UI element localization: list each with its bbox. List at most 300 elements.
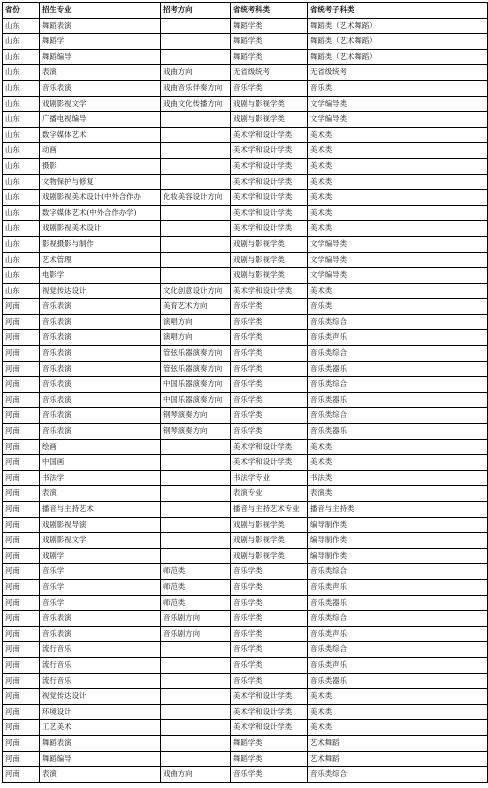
cell-exam-subcategory: 美术类 bbox=[308, 704, 488, 720]
cell-province: 山东 bbox=[3, 205, 40, 221]
cell-direction: 师范类 bbox=[161, 564, 231, 580]
cell-province: 河南 bbox=[3, 720, 40, 736]
cell-province: 山东 bbox=[3, 65, 40, 81]
cell-major: 音乐表演 bbox=[40, 424, 161, 440]
cell-exam-category: 戏剧与影视学类 bbox=[231, 96, 308, 112]
cell-exam-category: 音乐学类 bbox=[231, 346, 308, 362]
cell-direction bbox=[161, 268, 231, 284]
cell-direction: 中国乐器演奏方向 bbox=[161, 377, 231, 393]
cell-major: 戏剧学 bbox=[40, 548, 161, 564]
cell-major: 音乐表演 bbox=[40, 611, 161, 627]
cell-major: 影视摄影与制作 bbox=[40, 236, 161, 252]
table-row bbox=[3, 424, 488, 440]
cell-direction bbox=[161, 174, 231, 190]
cell-major: 音乐学 bbox=[40, 579, 161, 595]
table-row bbox=[3, 751, 488, 767]
cell-major: 戏剧影视美术设计(中外合作办 bbox=[40, 190, 161, 206]
cell-direction: 师范类 bbox=[161, 595, 231, 611]
cell-direction bbox=[161, 548, 231, 564]
cell-exam-subcategory: 美术类 bbox=[308, 143, 488, 159]
admissions-table bbox=[2, 2, 488, 783]
table-row bbox=[3, 392, 488, 408]
cell-exam-subcategory: 文学编导类 bbox=[308, 268, 488, 284]
cell-direction bbox=[161, 34, 231, 50]
cell-major: 音乐表演 bbox=[40, 392, 161, 408]
cell-exam-category: 舞蹈学类 bbox=[231, 34, 308, 50]
cell-exam-category: 戏剧与影视学类 bbox=[231, 533, 308, 549]
table-row bbox=[3, 720, 488, 736]
cell-exam-category: 舞蹈学类 bbox=[231, 49, 308, 65]
table-row bbox=[3, 533, 488, 549]
cell-exam-subcategory: 音乐类综合 bbox=[308, 408, 488, 424]
cell-major: 音乐表演 bbox=[40, 626, 161, 642]
header-province: 省份 bbox=[3, 3, 40, 19]
cell-exam-category: 美术学和设计学类 bbox=[231, 127, 308, 143]
cell-direction: 演唱方向 bbox=[161, 330, 231, 346]
cell-direction: 戏曲方向 bbox=[161, 65, 231, 81]
table-row bbox=[3, 502, 488, 518]
cell-province: 河南 bbox=[3, 330, 40, 346]
table-row bbox=[3, 704, 488, 720]
cell-direction: 文化创意设计方向 bbox=[161, 283, 231, 299]
cell-exam-subcategory: 文学编导类 bbox=[308, 236, 488, 252]
cell-province: 河南 bbox=[3, 751, 40, 767]
table-body bbox=[3, 18, 488, 782]
cell-direction: 音乐剧方向 bbox=[161, 626, 231, 642]
cell-exam-subcategory: 美术类 bbox=[308, 221, 488, 237]
cell-exam-category: 音乐学类 bbox=[231, 595, 308, 611]
cell-province: 河南 bbox=[3, 657, 40, 673]
table-row bbox=[3, 268, 488, 284]
cell-major: 播音与主持艺术 bbox=[40, 502, 161, 518]
cell-exam-category: 美术学和设计学类 bbox=[231, 704, 308, 720]
cell-major: 舞蹈编导 bbox=[40, 751, 161, 767]
cell-exam-subcategory: 美术类 bbox=[308, 174, 488, 190]
cell-exam-subcategory: 美术类 bbox=[308, 205, 488, 221]
cell-province: 山东 bbox=[3, 18, 40, 34]
cell-exam-category: 播音与主持艺术专业 bbox=[231, 502, 308, 518]
cell-exam-subcategory: 无省级统考 bbox=[308, 65, 488, 81]
cell-direction: 戏曲文化传播方向 bbox=[161, 96, 231, 112]
cell-major: 音乐表演 bbox=[40, 299, 161, 315]
cell-exam-subcategory: 美术类 bbox=[308, 158, 488, 174]
cell-province: 山东 bbox=[3, 34, 40, 50]
cell-exam-subcategory: 音乐类器乐 bbox=[308, 424, 488, 440]
cell-direction bbox=[161, 470, 231, 486]
cell-exam-category: 音乐学类 bbox=[231, 673, 308, 689]
cell-exam-category: 音乐学类 bbox=[231, 314, 308, 330]
table-row bbox=[3, 80, 488, 96]
cell-exam-category: 音乐学类 bbox=[231, 330, 308, 346]
table-row bbox=[3, 127, 488, 143]
cell-direction bbox=[161, 439, 231, 455]
cell-province: 河南 bbox=[3, 767, 40, 783]
table-row bbox=[3, 626, 488, 642]
cell-exam-category: 戏剧与影视学类 bbox=[231, 548, 308, 564]
cell-exam-subcategory: 艺术舞蹈 bbox=[308, 735, 488, 751]
cell-direction bbox=[161, 158, 231, 174]
cell-exam-subcategory: 音乐类器乐 bbox=[308, 673, 488, 689]
cell-exam-subcategory: 音乐类器乐 bbox=[308, 361, 488, 377]
cell-major: 环境设计 bbox=[40, 704, 161, 720]
cell-major: 音乐表演 bbox=[40, 346, 161, 362]
cell-major: 电影学 bbox=[40, 268, 161, 284]
cell-province: 河南 bbox=[3, 735, 40, 751]
cell-exam-category: 美术学和设计学类 bbox=[231, 221, 308, 237]
table-row bbox=[3, 455, 488, 471]
table-row bbox=[3, 517, 488, 533]
cell-province: 河南 bbox=[3, 439, 40, 455]
cell-exam-subcategory: 文学编导类 bbox=[308, 96, 488, 112]
cell-province: 河南 bbox=[3, 579, 40, 595]
cell-major: 音乐表演 bbox=[40, 330, 161, 346]
cell-exam-subcategory: 音乐类综合 bbox=[308, 314, 488, 330]
cell-exam-subcategory: 编导制作类 bbox=[308, 533, 488, 549]
cell-exam-subcategory: 文学编导类 bbox=[308, 112, 488, 128]
cell-direction bbox=[161, 689, 231, 705]
cell-exam-subcategory: 音乐类综合 bbox=[308, 642, 488, 658]
cell-province: 河南 bbox=[3, 314, 40, 330]
cell-major: 戏剧影视导演 bbox=[40, 517, 161, 533]
cell-province: 河南 bbox=[3, 455, 40, 471]
cell-exam-category: 音乐学类 bbox=[231, 80, 308, 96]
table-row bbox=[3, 377, 488, 393]
cell-exam-subcategory: 音乐类声乐 bbox=[308, 626, 488, 642]
cell-province: 山东 bbox=[3, 283, 40, 299]
cell-province: 河南 bbox=[3, 564, 40, 580]
cell-major: 动画 bbox=[40, 143, 161, 159]
cell-exam-subcategory: 音乐类 bbox=[308, 299, 488, 315]
table-row bbox=[3, 252, 488, 268]
cell-major: 戏剧影视美术设计 bbox=[40, 221, 161, 237]
cell-exam-subcategory: 音乐类 bbox=[308, 80, 488, 96]
cell-direction bbox=[161, 751, 231, 767]
cell-exam-subcategory: 音乐类综合 bbox=[308, 767, 488, 783]
cell-major: 工艺美术 bbox=[40, 720, 161, 736]
cell-direction bbox=[161, 720, 231, 736]
table-row bbox=[3, 112, 488, 128]
cell-direction: 管弦乐器演奏方向 bbox=[161, 346, 231, 362]
cell-exam-subcategory: 舞蹈类（艺术舞蹈） bbox=[308, 18, 488, 34]
cell-exam-category: 美术学和设计学类 bbox=[231, 143, 308, 159]
table-row bbox=[3, 18, 488, 34]
cell-major: 音乐表演 bbox=[40, 377, 161, 393]
cell-province: 河南 bbox=[3, 611, 40, 627]
cell-exam-subcategory: 美术类 bbox=[308, 689, 488, 705]
cell-exam-category: 音乐学类 bbox=[231, 377, 308, 393]
table-row bbox=[3, 548, 488, 564]
table-row bbox=[3, 283, 488, 299]
cell-exam-subcategory: 音乐类综合 bbox=[308, 377, 488, 393]
cell-province: 山东 bbox=[3, 158, 40, 174]
cell-exam-subcategory: 编导制作类 bbox=[308, 517, 488, 533]
cell-exam-subcategory: 美术类 bbox=[308, 190, 488, 206]
cell-province: 山东 bbox=[3, 190, 40, 206]
cell-major: 舞蹈表演 bbox=[40, 18, 161, 34]
cell-province: 河南 bbox=[3, 361, 40, 377]
cell-province: 河南 bbox=[3, 548, 40, 564]
cell-major: 表演 bbox=[40, 486, 161, 502]
cell-exam-subcategory: 美术类 bbox=[308, 455, 488, 471]
cell-province: 山东 bbox=[3, 174, 40, 190]
cell-major: 广播电视编导 bbox=[40, 112, 161, 128]
cell-major: 数字媒体艺术(中外合作办学) bbox=[40, 205, 161, 221]
cell-exam-category: 无省级统考 bbox=[231, 65, 308, 81]
cell-exam-category: 戏剧与影视学类 bbox=[231, 252, 308, 268]
table-row bbox=[3, 673, 488, 689]
table-row bbox=[3, 486, 488, 502]
cell-direction bbox=[161, 112, 231, 128]
table-row bbox=[3, 65, 488, 81]
cell-major: 流行音乐 bbox=[40, 657, 161, 673]
cell-major: 音乐表演 bbox=[40, 361, 161, 377]
cell-major: 文物保护与修复 bbox=[40, 174, 161, 190]
cell-direction bbox=[161, 49, 231, 65]
cell-province: 山东 bbox=[3, 221, 40, 237]
table-row bbox=[3, 299, 488, 315]
cell-exam-category: 舞蹈学类 bbox=[231, 18, 308, 34]
cell-direction bbox=[161, 642, 231, 658]
cell-direction: 师范类 bbox=[161, 579, 231, 595]
table-row bbox=[3, 595, 488, 611]
table-row bbox=[3, 96, 488, 112]
cell-exam-subcategory: 音乐类综合 bbox=[308, 346, 488, 362]
cell-direction bbox=[161, 533, 231, 549]
table-row bbox=[3, 205, 488, 221]
cell-direction bbox=[161, 502, 231, 518]
cell-major: 音乐学 bbox=[40, 564, 161, 580]
cell-major: 舞蹈学 bbox=[40, 34, 161, 50]
cell-direction bbox=[161, 517, 231, 533]
cell-direction: 管弦乐器演奏方向 bbox=[161, 361, 231, 377]
cell-major: 音乐表演 bbox=[40, 408, 161, 424]
cell-province: 河南 bbox=[3, 470, 40, 486]
cell-exam-category: 音乐学类 bbox=[231, 299, 308, 315]
cell-major: 流行音乐 bbox=[40, 642, 161, 658]
cell-exam-category: 音乐学类 bbox=[231, 361, 308, 377]
cell-exam-subcategory: 音乐类器乐 bbox=[308, 392, 488, 408]
cell-exam-category: 音乐学类 bbox=[231, 767, 308, 783]
cell-exam-category: 美术学和设计学类 bbox=[231, 455, 308, 471]
cell-exam-subcategory: 艺术舞蹈 bbox=[308, 751, 488, 767]
table-row bbox=[3, 735, 488, 751]
cell-exam-subcategory: 美术类 bbox=[308, 720, 488, 736]
cell-province: 河南 bbox=[3, 689, 40, 705]
cell-exam-subcategory: 音乐类声乐 bbox=[308, 330, 488, 346]
cell-direction bbox=[161, 455, 231, 471]
cell-direction: 钢琴演奏方向 bbox=[161, 424, 231, 440]
table-row bbox=[3, 158, 488, 174]
cell-province: 河南 bbox=[3, 533, 40, 549]
table-row bbox=[3, 330, 488, 346]
cell-exam-category: 美术学和设计学类 bbox=[231, 720, 308, 736]
table-row bbox=[3, 174, 488, 190]
cell-province: 河南 bbox=[3, 486, 40, 502]
cell-direction bbox=[161, 704, 231, 720]
cell-direction: 音乐剧方向 bbox=[161, 611, 231, 627]
cell-province: 河南 bbox=[3, 517, 40, 533]
table-row bbox=[3, 564, 488, 580]
cell-exam-category: 美术学和设计学类 bbox=[231, 439, 308, 455]
cell-exam-category: 美术学和设计学类 bbox=[231, 174, 308, 190]
cell-direction bbox=[161, 252, 231, 268]
cell-exam-subcategory: 音乐类综合 bbox=[308, 611, 488, 627]
cell-major: 绘画 bbox=[40, 439, 161, 455]
table-row bbox=[3, 439, 488, 455]
cell-direction: 美育艺术方向 bbox=[161, 299, 231, 315]
cell-exam-category: 书法学专业 bbox=[231, 470, 308, 486]
cell-major: 中国画 bbox=[40, 455, 161, 471]
cell-major: 戏剧影视文学 bbox=[40, 533, 161, 549]
header-row bbox=[3, 3, 488, 19]
cell-exam-category: 戏剧与影视学类 bbox=[231, 517, 308, 533]
cell-direction bbox=[161, 735, 231, 751]
cell-exam-subcategory: 美术类 bbox=[308, 127, 488, 143]
cell-major: 舞蹈编导 bbox=[40, 49, 161, 65]
cell-province: 河南 bbox=[3, 408, 40, 424]
cell-direction bbox=[161, 205, 231, 221]
cell-exam-subcategory: 书法类 bbox=[308, 470, 488, 486]
table-row bbox=[3, 346, 488, 362]
cell-exam-category: 美术学和设计学类 bbox=[231, 205, 308, 221]
cell-exam-category: 表演专业 bbox=[231, 486, 308, 502]
header-exam-subcategory: 省统考子科类 bbox=[308, 3, 488, 19]
cell-province: 山东 bbox=[3, 127, 40, 143]
table-row bbox=[3, 221, 488, 237]
cell-exam-subcategory: 音乐类声乐 bbox=[308, 579, 488, 595]
table-row bbox=[3, 236, 488, 252]
cell-exam-category: 音乐学类 bbox=[231, 626, 308, 642]
cell-exam-category: 戏剧与影视学类 bbox=[231, 268, 308, 284]
cell-direction: 化妆美容设计方向 bbox=[161, 190, 231, 206]
cell-major: 视觉传达设计 bbox=[40, 283, 161, 299]
cell-exam-category: 舞蹈学类 bbox=[231, 751, 308, 767]
cell-exam-subcategory: 表演类 bbox=[308, 486, 488, 502]
cell-major: 书法学 bbox=[40, 470, 161, 486]
cell-major: 流行音乐 bbox=[40, 673, 161, 689]
cell-direction: 戏曲音乐伴奏方向 bbox=[161, 80, 231, 96]
cell-province: 河南 bbox=[3, 595, 40, 611]
cell-province: 河南 bbox=[3, 502, 40, 518]
cell-exam-category: 美术学和设计学类 bbox=[231, 689, 308, 705]
cell-province: 河南 bbox=[3, 346, 40, 362]
table-row bbox=[3, 470, 488, 486]
cell-exam-category: 音乐学类 bbox=[231, 579, 308, 595]
cell-province: 山东 bbox=[3, 96, 40, 112]
table-row bbox=[3, 767, 488, 783]
cell-province: 山东 bbox=[3, 80, 40, 96]
cell-major: 视觉传达设计 bbox=[40, 689, 161, 705]
table-row bbox=[3, 34, 488, 50]
cell-major: 戏剧影视文学 bbox=[40, 96, 161, 112]
cell-exam-category: 音乐学类 bbox=[231, 642, 308, 658]
table-row bbox=[3, 579, 488, 595]
header-exam-category: 省统考科类 bbox=[231, 3, 308, 19]
cell-exam-category: 音乐学类 bbox=[231, 408, 308, 424]
table-row bbox=[3, 657, 488, 673]
cell-major: 艺术管理 bbox=[40, 252, 161, 268]
cell-exam-subcategory: 美术类 bbox=[308, 283, 488, 299]
table-row bbox=[3, 611, 488, 627]
cell-direction bbox=[161, 127, 231, 143]
cell-province: 山东 bbox=[3, 236, 40, 252]
cell-direction: 演唱方向 bbox=[161, 314, 231, 330]
cell-province: 山东 bbox=[3, 143, 40, 159]
cell-province: 河南 bbox=[3, 377, 40, 393]
table-row bbox=[3, 642, 488, 658]
cell-exam-category: 音乐学类 bbox=[231, 657, 308, 673]
cell-direction bbox=[161, 221, 231, 237]
cell-exam-subcategory: 音乐类综合 bbox=[308, 564, 488, 580]
cell-direction: 戏曲方向 bbox=[161, 767, 231, 783]
table-row bbox=[3, 408, 488, 424]
cell-major: 音乐表演 bbox=[40, 314, 161, 330]
cell-province: 河南 bbox=[3, 673, 40, 689]
cell-major: 音乐学 bbox=[40, 595, 161, 611]
header-major: 招生专业 bbox=[40, 3, 161, 19]
cell-province: 河南 bbox=[3, 392, 40, 408]
table-row bbox=[3, 49, 488, 65]
cell-exam-category: 音乐学类 bbox=[231, 392, 308, 408]
cell-exam-category: 戏剧与影视学类 bbox=[231, 236, 308, 252]
cell-exam-category: 音乐学类 bbox=[231, 611, 308, 627]
cell-exam-category: 美术学和设计学类 bbox=[231, 190, 308, 206]
cell-major: 表演 bbox=[40, 65, 161, 81]
cell-exam-subcategory: 文学编导类 bbox=[308, 252, 488, 268]
table-row bbox=[3, 361, 488, 377]
cell-exam-category: 戏剧与影视学类 bbox=[231, 112, 308, 128]
cell-exam-category: 舞蹈学类 bbox=[231, 735, 308, 751]
cell-province: 山东 bbox=[3, 49, 40, 65]
cell-exam-subcategory: 美术类 bbox=[308, 439, 488, 455]
cell-exam-category: 音乐学类 bbox=[231, 424, 308, 440]
cell-major: 摄影 bbox=[40, 158, 161, 174]
cell-direction bbox=[161, 143, 231, 159]
cell-exam-subcategory: 音乐类声乐 bbox=[308, 657, 488, 673]
cell-exam-subcategory: 编导制作类 bbox=[308, 548, 488, 564]
cell-province: 山东 bbox=[3, 268, 40, 284]
cell-direction: 钢琴演奏方向 bbox=[161, 408, 231, 424]
cell-direction bbox=[161, 236, 231, 252]
cell-direction: 中国乐器演奏方向 bbox=[161, 392, 231, 408]
cell-exam-category: 美术学和设计学类 bbox=[231, 283, 308, 299]
cell-province: 河南 bbox=[3, 424, 40, 440]
cell-province: 河南 bbox=[3, 642, 40, 658]
table-row bbox=[3, 143, 488, 159]
cell-province: 山东 bbox=[3, 112, 40, 128]
cell-direction bbox=[161, 673, 231, 689]
cell-major: 表演 bbox=[40, 767, 161, 783]
cell-province: 河南 bbox=[3, 626, 40, 642]
table-row bbox=[3, 689, 488, 705]
cell-exam-subcategory: 舞蹈类（艺术舞蹈） bbox=[308, 49, 488, 65]
cell-major: 数字媒体艺术 bbox=[40, 127, 161, 143]
cell-province: 山东 bbox=[3, 252, 40, 268]
cell-exam-subcategory: 音乐类器乐 bbox=[308, 595, 488, 611]
cell-province: 河南 bbox=[3, 299, 40, 315]
cell-direction bbox=[161, 657, 231, 673]
cell-exam-category: 音乐学类 bbox=[231, 564, 308, 580]
header-direction: 招考方向 bbox=[161, 3, 231, 19]
cell-major: 音乐表演 bbox=[40, 80, 161, 96]
cell-province: 河南 bbox=[3, 704, 40, 720]
cell-direction bbox=[161, 18, 231, 34]
cell-direction bbox=[161, 486, 231, 502]
cell-exam-subcategory: 播音与主持类 bbox=[308, 502, 488, 518]
cell-exam-category: 美术学和设计学类 bbox=[231, 158, 308, 174]
table-row bbox=[3, 314, 488, 330]
cell-major: 舞蹈表演 bbox=[40, 735, 161, 751]
